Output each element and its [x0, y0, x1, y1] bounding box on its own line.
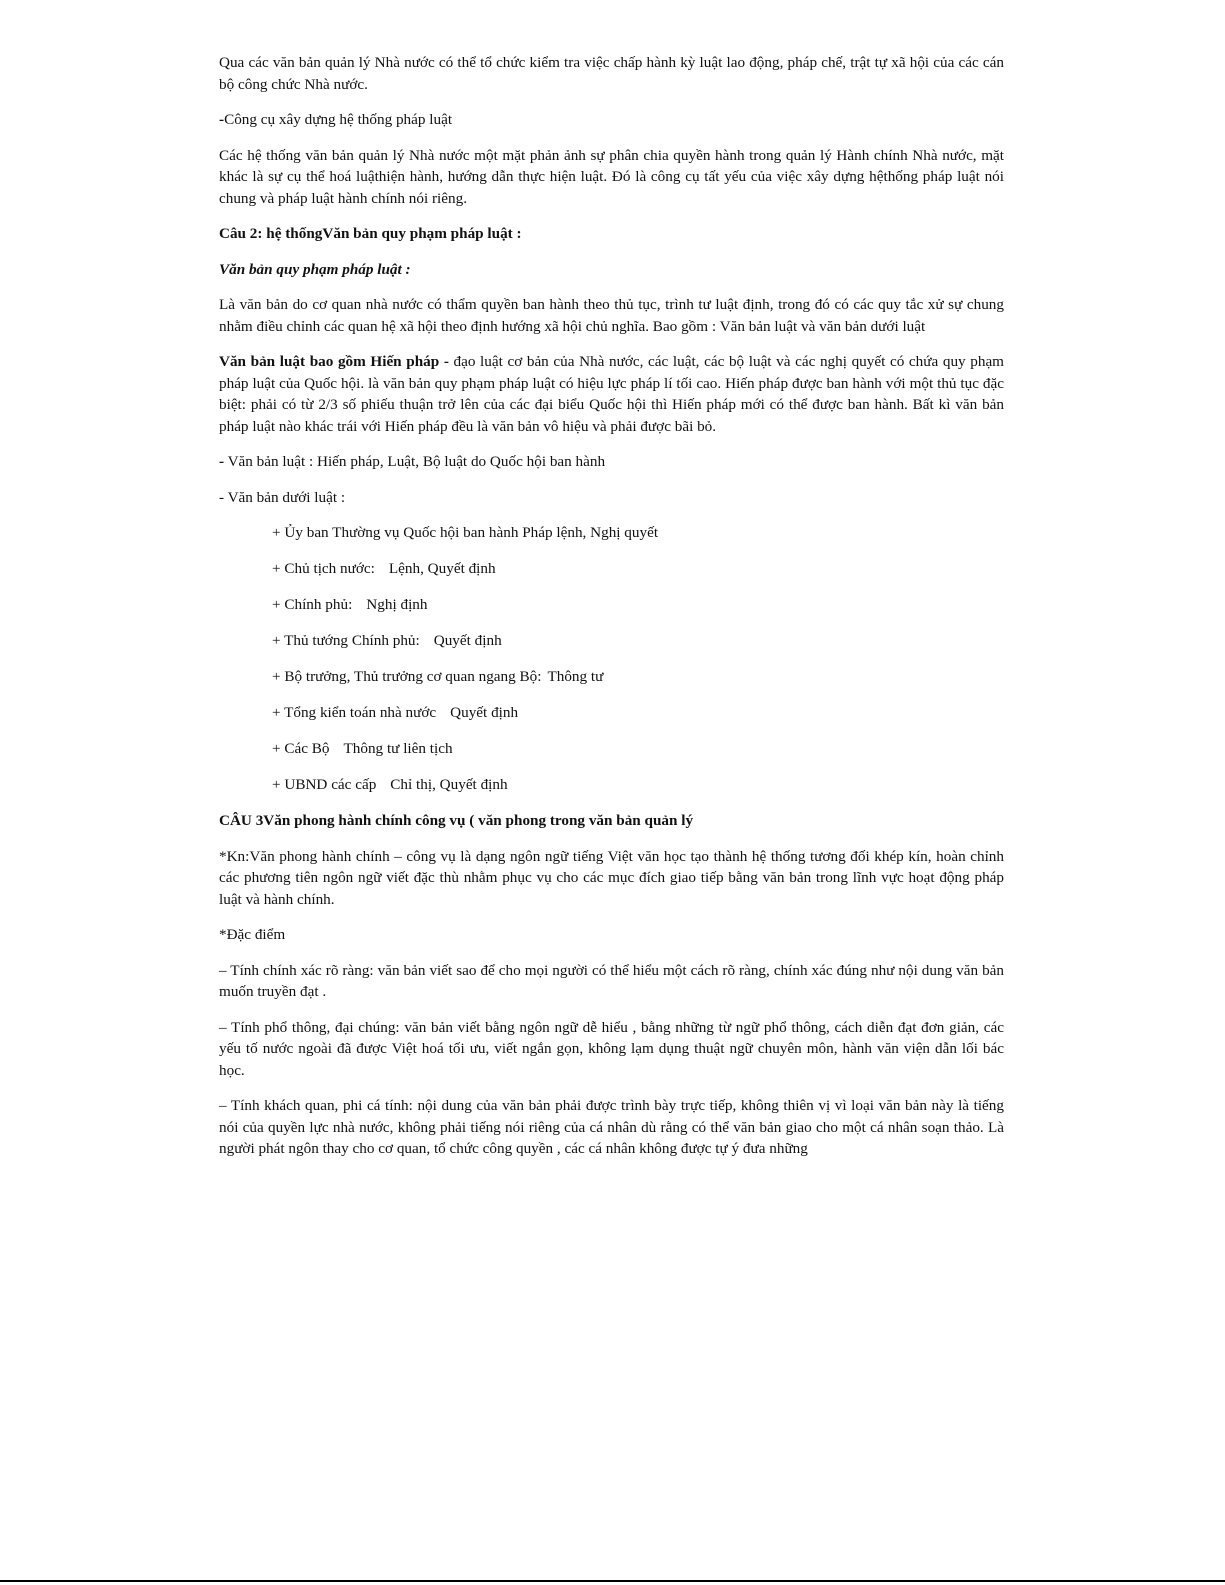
issuer: + Thủ tướng Chính phủ: — [272, 632, 420, 649]
issuer: + Tổng kiển toán nhà nước — [272, 704, 437, 721]
paragraph-system: Các hệ thống văn bản quản lý Nhà nước một mặt phản ảnh sự phân chia quyền hành trong quản lý Hành chính Nhà nước, mặt khác là sự cụ thể hoá luậthiện hành, hướng dẫn thực hiện luật. Đó là công cụ tất yếu của việc xây dựng hệthống pháp luật nói chung và pháp luật hành chính nói riêng. — [219, 146, 1004, 207]
doc-types: Lệnh, Quyết định — [388, 560, 496, 577]
page-bottom-border — [0, 1580, 1225, 1582]
paragraph-concept: *Kn:Văn phong hành chính – công vụ là dạng ngôn ngữ tiếng Việt văn học tạo thành hệ thống tương đối khép kín, hoàn chỉnh các phương tiên ngôn ngữ viết đặc thù nhằm phục vụ cho các mục đích giao tiếp bằng văn bản trong lĩnh vực hoạt động pháp luật và hành chính. — [219, 847, 1004, 908]
paragraph-popularity: – Tính phổ thông, đại chúng: văn bản viết bằng ngôn ngữ dễ hiểu , bằng những từ ngữ phổ thông, cách diễn đạt đơn giản, các yếu tố nước ngoài đã được Việt hoá tối ưu, viết ngắn gọn, không lạm dụng thuật ngữ chuyên môn, hành văn viện dẫn lối bác học. — [219, 1018, 1004, 1079]
doc-types: Chỉ thị, Quyết định — [390, 776, 508, 793]
document-page — [219, 52, 1004, 1174]
issuer: + Ủy ban Thường vụ Quốc hội ban hành Pháp lệnh, Nghị quyết — [272, 524, 659, 541]
paragraph-accuracy: – Tính chính xác rõ ràng: văn bản viết sao để cho mọi người có thể hiểu một cách rõ ràng, chính xác đúng như nội dung văn bản muốn truyền đạt . — [219, 961, 1004, 1000]
issuer: + Bộ trưởng, Thủ trưởng cơ quan ngang Bộ: — [272, 668, 542, 685]
issuer: + Chính phủ: — [272, 596, 353, 613]
list-item — [219, 522, 1004, 544]
paragraph-constitution — [219, 351, 1004, 437]
doc-types: Thông tư — [547, 668, 604, 685]
doc-types: Nghị định — [366, 596, 428, 613]
question-3-heading: CÂU 3Văn phong hành chính công vụ ( văn phong trong văn bản quản lý — [219, 812, 694, 829]
paragraph-law-docs — [219, 451, 1004, 473]
law-docs-text: Văn bản luật : Hiến pháp, Luật, Bộ luật do Quốc hội ban hành — [224, 453, 606, 470]
list-item — [219, 702, 1004, 724]
paragraph-sub-law: - Văn bản dưới luật : — [219, 488, 346, 506]
paragraph-features-label: *Đặc điểm — [219, 926, 286, 943]
list-item — [219, 558, 1004, 580]
question-2-subheading: Văn bản quy phạm pháp luật : — [219, 260, 411, 278]
issuer: + Chủ tịch nước: — [272, 560, 375, 577]
issuer: + UBND các cấp — [272, 776, 377, 793]
dash-bold: - — [219, 111, 225, 128]
list-item — [219, 738, 1004, 760]
paragraph-intro: Qua các văn bản quản lý Nhà nước có thể tổ chức kiểm tra việc chấp hành kỳ luật lao động, pháp chế, trật tự xã hội của các cán bộ công chức Nhà nước. — [219, 54, 1004, 93]
issuer: + Các Bộ — [272, 740, 330, 757]
list-item — [219, 594, 1004, 616]
paragraph-tool-heading — [219, 109, 1004, 131]
doc-types: Quyết định — [450, 704, 519, 721]
paragraph-objectivity: – Tính khách quan, phi cá tính: nội dung của văn bản phải được trình bày trực tiếp, không thiên vị vì loại văn bản này là tiếng nói của quyền lực nhà nước, không phải tiếng nói riêng của cá nhân dù rằng có thể văn bản giao cho một cá nhân soạn thảo. Là người phát ngôn thay cho cơ quan, tổ chức công quyền , các cá nhân không được tự ý đưa những — [219, 1097, 1004, 1157]
constitution-text: đạo luật cơ bản của Nhà nước, các luật, các bộ luật và các nghị quyết có chứa quy phạm pháp luật của Quốc hội. là văn bản quy phạm pháp luật có hiệu lực pháp lí tối cao. Hiến pháp được ban hành với một thủ tục đặc biệt: phải có từ 2/3 số phiếu thuận trở lên của các đại biểu Quốc hội thì Hiến pháp mới có thể được ban hành. Bất kì văn bản pháp luật nào khác trái với Hiến pháp đều là văn bản vô hiệu và phải được bãi bỏ. — [219, 353, 1004, 435]
dash-bold: - — [219, 453, 225, 470]
tool-heading-text: Công cụ xây dựng hệ thống pháp luật — [224, 111, 453, 128]
paragraph-definition: Là văn bản do cơ quan nhà nước có thẩm quyền ban hành theo thủ tục, trình tư luật định, trong đó có các quy tắc xử sự chung nhằm điều chỉnh các quan hệ xã hội theo định hướng xã hội chủ nghĩa. Bao gồm : Văn bản luật và văn bản dưới luật — [219, 296, 1004, 335]
list-item — [219, 630, 1004, 652]
question-2-heading: Câu 2: hệ thốngVăn bản quy phạm pháp luật : — [219, 225, 522, 242]
doc-types: Thông tư liên tịch — [343, 740, 453, 757]
constitution-lead: Văn bản luật bao gồm Hiến pháp - — [219, 353, 449, 370]
list-item — [219, 666, 1004, 688]
list-item — [219, 774, 1004, 796]
doc-types: Quyết định — [433, 632, 502, 649]
